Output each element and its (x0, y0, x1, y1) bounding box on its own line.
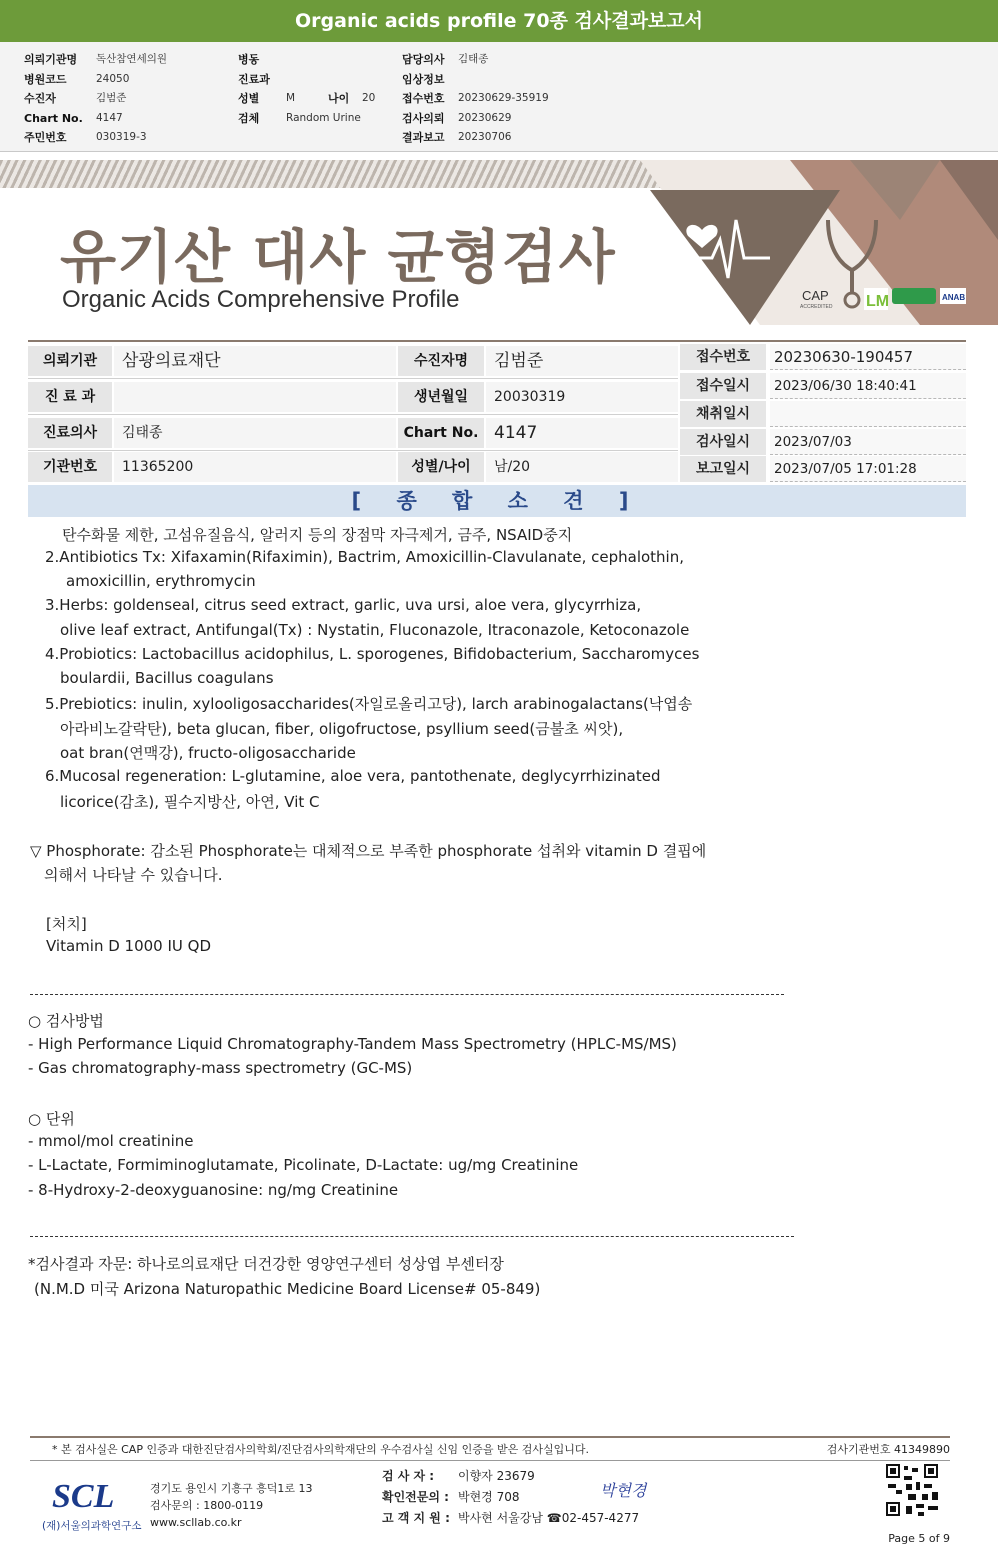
meta-key: 임상정보 (402, 72, 445, 86)
info-value: 김태종 (114, 418, 396, 448)
body-line: Vitamin D 1000 IU QD (46, 937, 212, 955)
scl-logo: SCL (52, 1478, 115, 1515)
meta-key: 주민번호 (24, 131, 67, 144)
body-line: 3.Herbs: goldenseal, citrus seed extract, garlic, uva ursi, aloe vera, glycyrrhiza, (45, 596, 642, 614)
report-header (0, 0, 998, 152)
meta-key: Chart No. (24, 111, 83, 125)
info-value (770, 401, 966, 427)
support-value: 박사현 서울강남 ☎02-457-4277 (458, 1511, 640, 1525)
meta-row (24, 89, 167, 109)
meta-value: 김범준 (96, 92, 127, 104)
header-meta-col2 (238, 50, 375, 128)
body-line: - L-Lactate, Formiminoglutamate, Picolinate, D-Lactate: ug/mg Creatinine (28, 1156, 579, 1174)
certification-note: * 본 검사실은 CAP 인증과 대한진단검사의학회/진단검사의학재단의 우수검사실 신임 인증을 받은 검사실입니다. (52, 1443, 590, 1456)
meta-key: 병원코드 (24, 72, 67, 86)
test-banner (0, 160, 998, 325)
meta-value: 독산참연세의원 (96, 53, 168, 65)
info-label: 진료의사 (28, 418, 112, 448)
info-value: 삼광의료재단 (114, 346, 396, 376)
lab-address (150, 1480, 313, 1531)
info-value: 4147 (486, 418, 678, 448)
info-label: 보고일시 (680, 456, 766, 482)
report-title: Organic acids profile 70종 검사결과보고서 (0, 0, 998, 42)
body-line: 5.Prebiotics: inulin, xylooligosaccharides(자일로올리고당), larch arabinogalactans(낙엽송 (45, 695, 693, 713)
report-footer (30, 1436, 950, 1545)
svg-text:ACCREDITED: ACCREDITED (800, 304, 833, 310)
info-label: 접수번호 (680, 344, 766, 370)
info-label: 기관번호 (28, 452, 112, 482)
body-line: 아라비노갈락탄), beta glucan, fiber, oligofructose, psyllium seed(금불초 씨앗), (60, 720, 624, 738)
info-label: 진 료 과 (28, 382, 112, 412)
body-line: boulardii, Bacillus coagulans (60, 669, 274, 687)
lm-logo (864, 288, 889, 310)
meta-value: 김태종 (458, 53, 489, 65)
header-meta-col3 (402, 50, 549, 148)
patient-info-table (28, 340, 966, 482)
info-value: 20230630-190457 (770, 344, 966, 370)
meta-value: 20230629 (458, 111, 512, 124)
meta-key: 병동 (238, 53, 260, 66)
meta-row (238, 70, 375, 90)
meta-row (402, 89, 549, 109)
meta-row (238, 109, 375, 129)
body-line: ○ 단위 (28, 1110, 75, 1128)
meta-row (238, 89, 375, 109)
signature: 박현경 (600, 1481, 647, 1500)
meta-value: 20230629-35919 (458, 92, 549, 104)
meta-row (24, 128, 167, 148)
body-line: - High Performance Liquid Chromatography-Tandem Mass Spectrometry (HPLC-MS/MS) (28, 1035, 677, 1053)
meta-row (24, 109, 167, 129)
support-row (382, 1508, 639, 1529)
page-number: Page 5 of 9 (888, 1532, 950, 1545)
row-divider (28, 414, 678, 415)
body-line: ○ 검사방법 (28, 1012, 104, 1030)
meta-key: 담당의사 (402, 53, 445, 66)
specialist-value: 박현경 708 (458, 1490, 520, 1504)
info-grid (28, 342, 966, 482)
specialist-label: 확인전문의 : (382, 1490, 449, 1504)
meta-row (402, 50, 549, 70)
banner-title-ko: 유기산 대사 균형검사 (60, 223, 616, 291)
svg-text:LM: LM (866, 293, 890, 310)
row-divider (28, 378, 678, 379)
meta-value: 030319-3 (96, 131, 147, 143)
info-label: 성별/나이 (398, 452, 484, 482)
institution-number: 검사기관번호 41349890 (826, 1443, 950, 1456)
meta-value: 24050 (96, 72, 130, 85)
body-line: 6.Mucosal regeneration: L-glutamine, aloe vera, pantothenate, deglycyrrhizinated (45, 767, 661, 785)
address-line: 경기도 용인시 기흥구 흥덕1로 13 (150, 1482, 313, 1495)
info-value: 20030319 (486, 382, 678, 412)
meta-key: 수진자 (24, 92, 56, 105)
body-line: (N.M.D 미국 Arizona Naturopathic Medicine Board License# 05-849) (34, 1280, 541, 1298)
meta-key: 진료과 (238, 72, 270, 86)
meta-key: 검체 (238, 111, 260, 125)
info-value: 김범준 (486, 346, 678, 376)
svg-text:CAP: CAP (802, 288, 829, 303)
body-line: 의해서 나타날 수 있습니다. (44, 866, 223, 884)
svg-text:ANAB: ANAB (942, 293, 966, 302)
body-line: oat bran(연맥강), fructo-oligosaccharide (60, 744, 356, 762)
website-link[interactable]: www.scllab.co.kr (150, 1516, 242, 1529)
meta-value: 4147 (96, 111, 123, 124)
info-label: Chart No. (398, 418, 484, 448)
meta-value: M (286, 92, 296, 104)
body-line: - 8-Hydroxy-2-deoxyguanosine: ng/mg Creatinine (28, 1181, 399, 1199)
body-line: amoxicillin, erythromycin (66, 572, 256, 590)
info-label: 수진자명 (398, 346, 484, 376)
info-label: 채취일시 (680, 401, 766, 427)
info-label: 의뢰기관 (28, 346, 112, 376)
info-value: 2023/06/30 18:40:41 (770, 373, 966, 399)
meta-key: 검사의뢰 (402, 111, 445, 125)
inquiry-line: 검사문의 : 1800-0119 (150, 1499, 264, 1512)
row-divider (28, 450, 678, 451)
meta-key: 의뢰기관명 (24, 53, 78, 66)
meta-value: Random Urine (286, 111, 361, 124)
footer-divider (30, 1460, 950, 1461)
info-value: 11365200 (114, 452, 396, 482)
dashed-divider (30, 1236, 794, 1237)
meta-key: 성별 (238, 92, 260, 105)
support-label: 고 객 지 원 : (382, 1511, 450, 1525)
body-line: [처치] (46, 915, 87, 933)
body-line: 탄수화물 제한, 고섬유질음식, 알러지 등의 장점막 자극제거, 금주, NSAID중지 (62, 526, 573, 544)
body-line: - mmol/mol creatinine (28, 1132, 194, 1150)
qr-code-icon (884, 1462, 940, 1518)
meta-row (402, 70, 549, 90)
body-line: 4.Probiotics: Lactobacillus acidophilus, L. sporogenes, Bifidobacterium, Saccharomyces (45, 645, 700, 663)
header-meta-col1 (24, 50, 167, 148)
info-value: 2023/07/05 17:01:28 (770, 456, 966, 482)
meta-key: 결과보고 (402, 131, 445, 144)
body-line: licorice(감초), 필수지방산, 아연, Vit C (60, 793, 320, 811)
cap-accredited-logo (800, 288, 833, 310)
age-label: 나이 (328, 92, 350, 105)
tester-value: 이향자 23679 (458, 1469, 535, 1483)
info-label: 검사일시 (680, 429, 766, 455)
banner-title-en: Organic Acids Comprehensive Profile (62, 286, 460, 313)
info-value: 2023/07/03 (770, 429, 966, 455)
info-value (114, 382, 396, 412)
tester-label: 검 사 자 : (382, 1469, 435, 1483)
meta-row (402, 128, 549, 148)
kola-logo (892, 288, 936, 304)
body-line: olive leaf extract, Antifungal(Tx) : Nystatin, Fluconazole, Itraconazole, Ketoconazole (60, 621, 690, 639)
body-line: *검사결과 자문: 하나로의료재단 더건강한 영양연구센터 성상엽 부센터장 (28, 1255, 504, 1273)
meta-row (24, 70, 167, 90)
summary-heading: [ 종 합 소 견 ] (28, 485, 966, 517)
info-label: 생년월일 (398, 382, 484, 412)
info-label: 접수일시 (680, 373, 766, 399)
banner-graphic (640, 160, 998, 325)
anab-logo (940, 288, 966, 304)
body-line: ▽ Phosphorate: 감소된 Phosphorate는 대체적으로 부족한 phosphorate 섭취와 vitamin D 결핍에 (30, 842, 707, 860)
scl-org-name: (재)서울의과학연구소 (42, 1520, 142, 1532)
dashed-divider (30, 994, 784, 995)
body-line: - Gas chromatography-mass spectrometry (GC-MS) (28, 1059, 413, 1077)
meta-row (24, 50, 167, 70)
meta-value: 20230706 (458, 131, 512, 143)
age-value: 20 (362, 92, 376, 104)
meta-key: 접수번호 (402, 92, 445, 105)
body-line: 2.Antibiotics Tx: Xifaxamin(Rifaximin), Bactrim, Amoxicillin-Clavulanate, cephalothin, (45, 548, 684, 566)
info-value: 남/20 (486, 452, 678, 482)
meta-row (402, 109, 549, 129)
meta-row (238, 50, 375, 70)
